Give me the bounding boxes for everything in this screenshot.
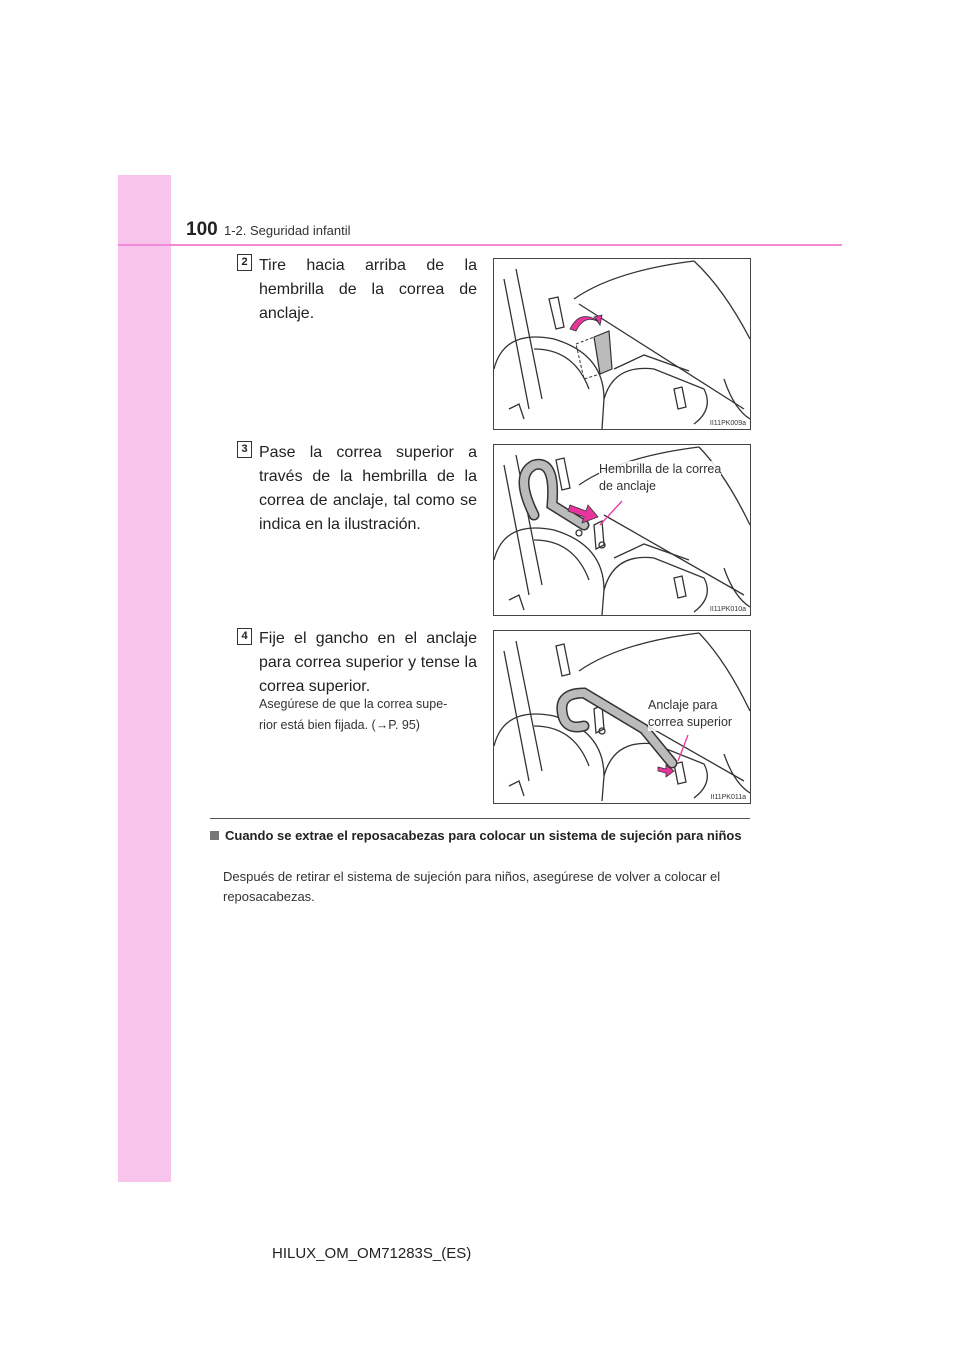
step-4-page-ref[interactable]: P. 95) [388,718,420,732]
step-4-text: Fije el gancho en el anclaje para correa superior y tense la correa superior. [259,630,477,695]
callout-tether-anchor-line1: Anclaje para [648,698,718,712]
side-band [118,175,171,1182]
callout-anchor-bracket-line1: Hembrilla de la correa [599,462,722,476]
step-4-badge: 4 [237,628,252,645]
callout-anchor-bracket-line2: de anclaje [599,479,656,493]
square-bullet-icon [210,831,219,840]
note-heading [210,826,750,846]
step-2-badge: 2 [237,254,252,271]
callout-tether-anchor [648,697,732,731]
figure-step-4-code: II11PK011a [710,794,746,801]
section-title: 1-2. Seguridad infantil [224,223,351,238]
callout-tether-anchor-line2: correa superior [648,715,733,729]
figure-step-3-code: II11PK010a [709,606,746,613]
step-4-note-line2: rior está bien fijada. ( [259,718,376,732]
step-3-badge: 3 [237,441,252,458]
section-rule [210,818,750,819]
callout-anchor-bracket [599,461,721,495]
step-4-note [259,694,477,736]
figure-step-2-illustration [494,259,750,429]
note-heading-text: Cuando se extrae el reposacabezas para colocar un sistema de sujeción para niños [225,828,742,843]
figure-step-2-code: II11PK009a [709,420,746,427]
header-rule [118,244,842,246]
figure-step-3 [493,444,751,616]
figure-step-2 [493,258,751,430]
footer-code: HILUX_OM_OM71283S_(ES) [272,1245,472,1262]
page-number: 100 [186,219,218,240]
step-3-text: Pase la correa superior a través de la hembrilla de la correa de anclaje, tal como se indica en la ilustración. [259,444,477,533]
note-body: Después de retirar el sistema de sujeción para niños, asegúrese de volver a colocar el reposacabezas. [223,869,721,904]
page-ref-arrow-icon: → [375,718,389,732]
step-4-note-line1: Asegúrese de que la correa supe- [259,697,448,711]
step-2-text: Tire hacia arriba de la hembrilla de la correa de anclaje. [259,257,477,322]
figure-step-4 [493,630,751,804]
